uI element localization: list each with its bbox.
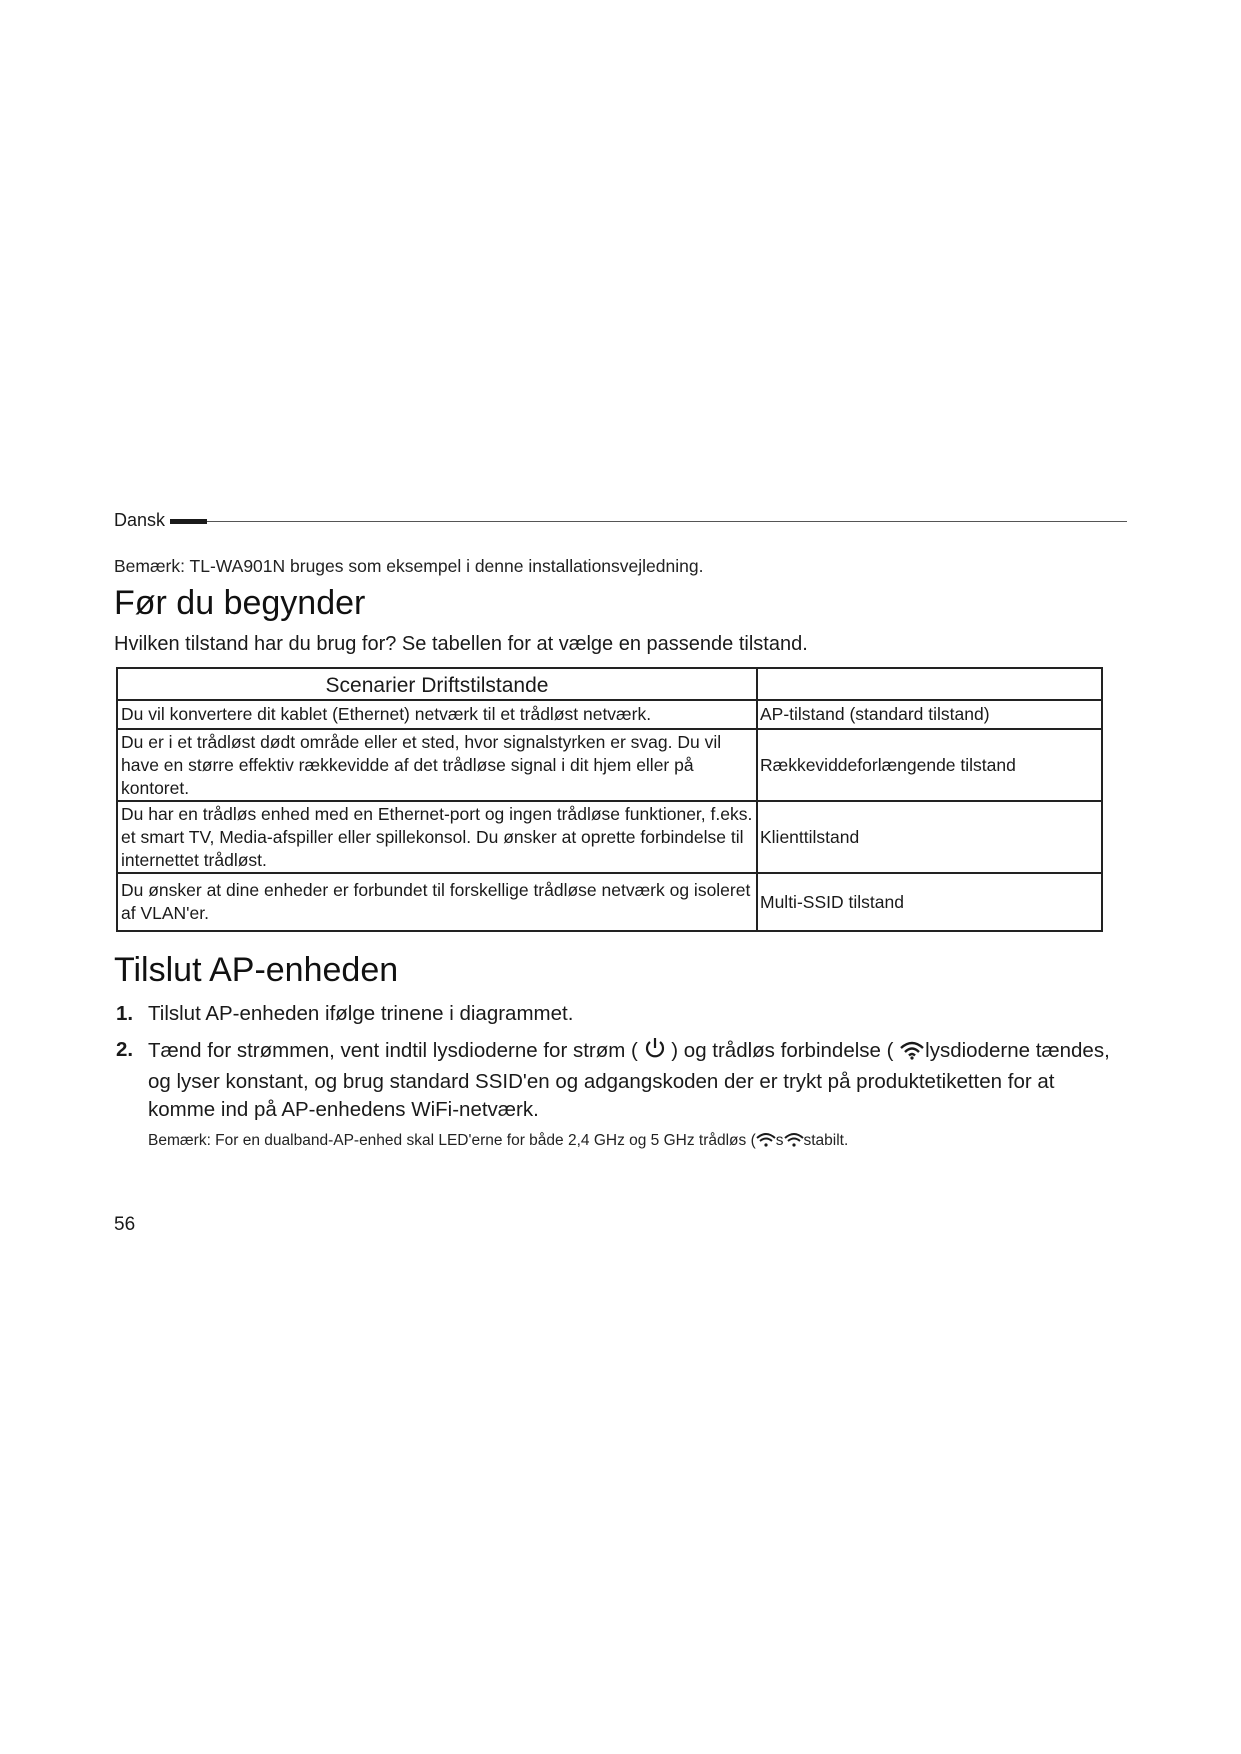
language-marker-bar (170, 519, 207, 524)
mode-cell: Klienttilstand (757, 801, 1102, 873)
mode-cell: AP-tilstand (standard tilstand) (757, 700, 1102, 729)
operation-modes-table (116, 667, 1103, 932)
scenario-cell: Du har en trådløs enhed med en Ethernet-port og ingen trådløse funktioner, f.eks. et smart TV, Media-afspiller eller spillekonsol. Du ønsker at oprette forbindelse til internettet trådløst. (117, 801, 757, 873)
step-text: Tilslut AP-enheden ifølge trinene i diagrammet. (148, 1002, 574, 1025)
scenario-cell: Du ønsker at dine enheder er forbundet til forskellige trådløse netværk og isoleret af VLAN'er. (117, 873, 757, 931)
section-title-connect-ap: Tilslut AP-enheden (114, 951, 399, 989)
page-number: 56 (114, 1214, 136, 1235)
table-row (117, 873, 1102, 931)
step-number: 2. (116, 1038, 134, 1061)
step-text-part: Tænd for strømmen, vent indtil lysdioderne for strøm ( (148, 1039, 638, 1062)
step-text-part: lysdioderne tændes, og lyser konstant, og brug standard SSID'en og adgangskoden der er trykt på produktetiketten for at komme ind på AP-enhedens WiFi-netværk. (148, 1039, 1110, 1121)
mode-cell: Rækkeviddeforlængende tilstand (757, 729, 1102, 801)
list-item (114, 1000, 1114, 1028)
wireless-5g-icon (784, 1132, 804, 1155)
step-text-part: ) og trådløs forbindelse ( (671, 1039, 894, 1062)
installation-note: Bemærk: TL-WA901N bruges som eksempel i denne installationsvejledning. (114, 556, 704, 576)
scenario-cell: Du vil konvertere dit kablet (Ethernet) netværk til et trådløst netværk. (117, 700, 757, 729)
section-intro: Hvilken tilstand har du brug for? Se tabellen for at vælge en passende tilstand. (114, 633, 808, 655)
language-label: Dansk (114, 510, 166, 530)
column-header-scenarios: Scenarier Driftstilstande (117, 668, 757, 700)
list-item (114, 1036, 1114, 1155)
power-icon (644, 1036, 666, 1068)
wireless-2g-icon (756, 1132, 776, 1155)
section-title-before-you-begin: Før du begynder (114, 584, 366, 622)
header-divider (207, 521, 1127, 522)
note-text-part: stabilt. (803, 1132, 849, 1149)
dualband-note (148, 1130, 1114, 1155)
note-text-part: Bemærk: For en dualband-AP-enhed skal LED'erne for både 2,4 GHz og 5 GHz trådløs ( (148, 1132, 756, 1149)
note-text-part: s (775, 1132, 784, 1149)
table-row (117, 700, 1102, 729)
mode-cell: Multi-SSID tilstand (757, 873, 1102, 931)
table-header-row (117, 668, 1102, 700)
step-number: 1. (116, 1002, 134, 1025)
table-row (117, 729, 1102, 801)
wireless-icon (899, 1040, 925, 1068)
table-row (117, 801, 1102, 873)
connection-steps (114, 1000, 1114, 1163)
scenario-cell: Du er i et trådløst dødt område eller et sted, hvor signalstyrken er svag. Du vil have en større effektiv rækkevidde af det trådløse signal i dit hjem eller på kontoret. (117, 729, 757, 801)
column-header-modes (757, 668, 1102, 700)
